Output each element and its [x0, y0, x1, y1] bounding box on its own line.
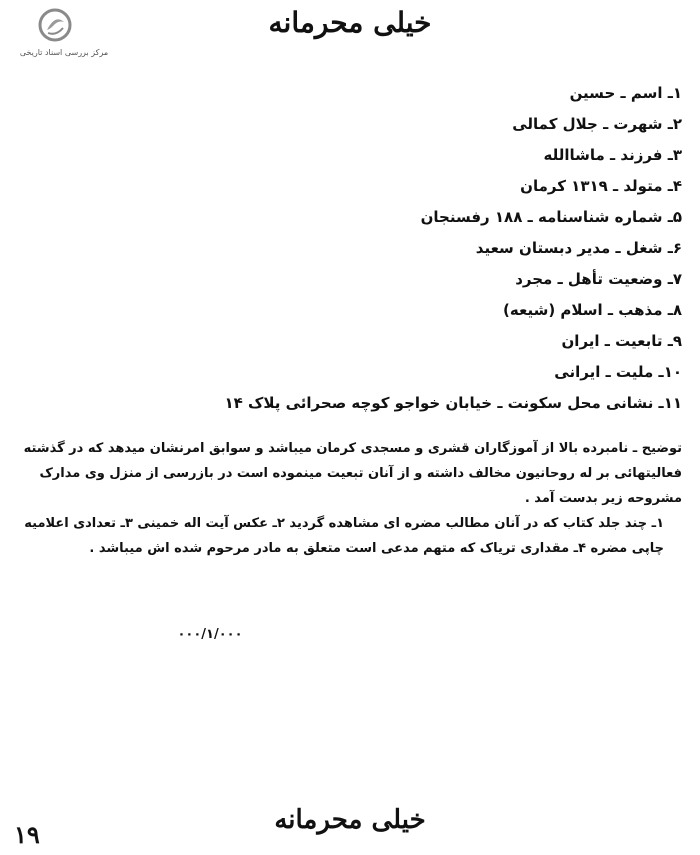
reference-number: ۰۰۰/۱/۰۰۰ [177, 627, 243, 642]
personal-info-list [224, 78, 682, 419]
explanation-paragraph: توضیح ـ نامبرده بالا از آموزگاران قشری و مسجدی کرمان میباشد و سوابق امرنشان میدهد که در گذشته فعالیتهائی بر له روحانیون مخالف داشته و از آنان تبعیت مینموده است در بازرسی از منزل وی مدارک مشروحه زیر بدست آمد . [23, 441, 682, 506]
top-classification-stamp: خیلی محرمانه [268, 6, 432, 39]
list-item: ۵ـ شماره شناسنامه ـ ۱۸۸ رفسنجان [420, 208, 682, 226]
list-item: ۲ـ شهرت ـ جلال کمالی [512, 115, 682, 133]
list-item: ۶ـ شغل ـ مدیر دبستان سعید [475, 239, 682, 257]
list-item: ۸ـ مذهب ـ اسلام (شیعه) [503, 301, 682, 319]
evidence-paragraph: ۱ـ چند جلد کتاب که در آنان مطالب مضره ای مشاهده گردید ۲ـ عکس آیت اله خمینی ۳ـ تعدادی اعلامیه چاپی مضره ۴ـ مقداری تریاک که متهم مدعی است متعلق به مادر مرحوم شده اش میباشد . [24, 516, 664, 556]
list-item: ۳ـ فرزند ـ ماشاالله [543, 146, 682, 164]
list-item: ۴ـ متولد ـ ۱۳۱۹ کرمان [520, 177, 682, 195]
list-item: ۷ـ وضعیت تأهل ـ مجرد [515, 270, 682, 288]
list-item: ۱ـ اسم ـ حسین [569, 84, 682, 102]
list-item: ۹ـ تابعیت ـ ایران [561, 332, 682, 350]
report-body [10, 436, 682, 561]
archive-logo-text: مرکز بررسی اسناد تاریخی [19, 48, 109, 57]
list-item: ۱۱ـ نشانی محل سکونت ـ خیابان خواجو کوچه صحرائی پلاک ۱۴ [224, 394, 682, 412]
list-item: ۱۰ـ ملیت ـ ایرانی [554, 363, 682, 381]
page-number: ۱۹ [14, 820, 40, 849]
bottom-classification-stamp: خیلی محرمانه [274, 805, 426, 835]
